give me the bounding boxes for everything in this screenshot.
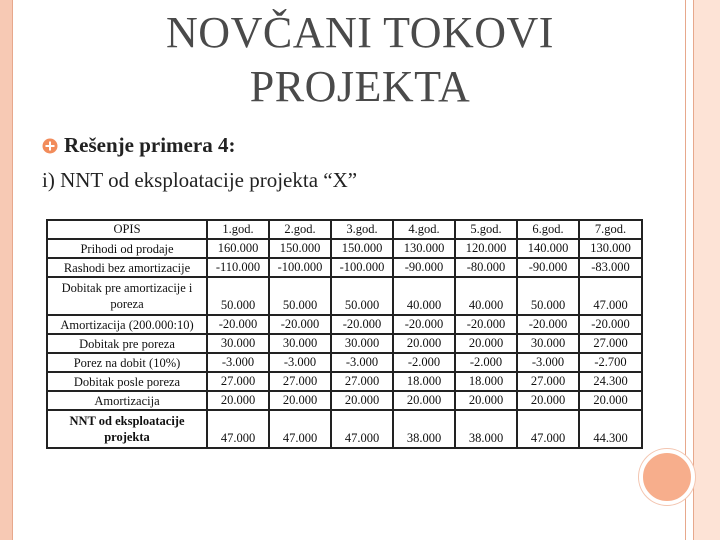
- value-cell: -83.000: [579, 258, 642, 277]
- value-cell: 30.000: [207, 334, 269, 353]
- value-cell: 40.000: [455, 277, 517, 315]
- value-cell: 20.000: [331, 391, 393, 410]
- header-cell: OPIS: [47, 220, 207, 239]
- table-row: [47, 258, 642, 277]
- value-cell: -20.000: [207, 315, 269, 334]
- value-cell: 27.000: [269, 372, 331, 391]
- header-cell: 7.god.: [579, 220, 642, 239]
- header-cell: 2.god.: [269, 220, 331, 239]
- decorative-circle: [639, 449, 695, 505]
- value-cell: 30.000: [517, 334, 579, 353]
- row-label: Amortizacija (200.000:10): [47, 315, 207, 334]
- header-cell: 6.god.: [517, 220, 579, 239]
- row-label: Dobitak pre amortizacije i poreza: [47, 277, 207, 315]
- value-cell: 27.000: [207, 372, 269, 391]
- value-cell: 160.000: [207, 239, 269, 258]
- value-cell: -3.000: [331, 353, 393, 372]
- row-label: NNT od eksploatacije projekta: [47, 410, 207, 448]
- value-cell: -3.000: [517, 353, 579, 372]
- table-row: [47, 372, 642, 391]
- value-cell: 47.000: [331, 410, 393, 448]
- value-cell: 38.000: [393, 410, 455, 448]
- title-line-2: PROJEKTA: [249, 62, 471, 111]
- value-cell: -20.000: [269, 315, 331, 334]
- value-cell: 47.000: [517, 410, 579, 448]
- value-cell: 20.000: [269, 391, 331, 410]
- table-row: [47, 239, 642, 258]
- left-frame-line: [12, 0, 13, 540]
- cash-flow-table: [46, 219, 643, 449]
- row-label: Dobitak pre poreza: [47, 334, 207, 353]
- table-row: [47, 277, 642, 315]
- value-cell: 47.000: [207, 410, 269, 448]
- header-cell: 5.god.: [455, 220, 517, 239]
- row-label: Dobitak posle poreza: [47, 372, 207, 391]
- value-cell: -2.000: [393, 353, 455, 372]
- table-row-total: [47, 410, 642, 448]
- header-cell: 4.god.: [393, 220, 455, 239]
- value-cell: 20.000: [393, 334, 455, 353]
- value-cell: 30.000: [269, 334, 331, 353]
- value-cell: 20.000: [207, 391, 269, 410]
- section-heading: i) NNT od eksploatacije projekta “X”: [42, 168, 358, 192]
- bullet-icon: [42, 138, 58, 154]
- value-cell: 20.000: [455, 334, 517, 353]
- value-cell: 150.000: [331, 239, 393, 258]
- value-cell: -90.000: [393, 258, 455, 277]
- table-row: [47, 353, 642, 372]
- value-cell: 47.000: [579, 277, 642, 315]
- table-row: [47, 334, 642, 353]
- value-cell: 27.000: [331, 372, 393, 391]
- value-cell: 38.000: [455, 410, 517, 448]
- value-cell: -2.700: [579, 353, 642, 372]
- table-row: [47, 315, 642, 334]
- row-label: Rashodi bez amortizacije: [47, 258, 207, 277]
- right-frame-line-outer: [693, 0, 694, 540]
- row-label: Prihodi od prodaje: [47, 239, 207, 258]
- value-cell: 140.000: [517, 239, 579, 258]
- table-row: [47, 391, 642, 410]
- value-cell: 18.000: [455, 372, 517, 391]
- slide-title: [40, 6, 680, 114]
- value-cell: 24.300: [579, 372, 642, 391]
- value-cell: -20.000: [455, 315, 517, 334]
- value-cell: 50.000: [517, 277, 579, 315]
- value-cell: 40.000: [393, 277, 455, 315]
- header-cell: 3.god.: [331, 220, 393, 239]
- value-cell: -100.000: [331, 258, 393, 277]
- value-cell: 20.000: [393, 391, 455, 410]
- value-cell: 18.000: [393, 372, 455, 391]
- value-cell: -20.000: [579, 315, 642, 334]
- value-cell: 50.000: [331, 277, 393, 315]
- value-cell: -80.000: [455, 258, 517, 277]
- value-cell: 50.000: [269, 277, 331, 315]
- subtitle-row: [42, 133, 235, 158]
- value-cell: 20.000: [517, 391, 579, 410]
- value-cell: -20.000: [393, 315, 455, 334]
- value-cell: 50.000: [207, 277, 269, 315]
- value-cell: 130.000: [579, 239, 642, 258]
- value-cell: 27.000: [579, 334, 642, 353]
- value-cell: 130.000: [393, 239, 455, 258]
- value-cell: 120.000: [455, 239, 517, 258]
- value-cell: 150.000: [269, 239, 331, 258]
- value-cell: 44.300: [579, 410, 642, 448]
- value-cell: -20.000: [517, 315, 579, 334]
- subtitle: Rešenje primera 4:: [64, 133, 236, 157]
- table-header-row: [47, 220, 642, 239]
- left-frame-bar: [0, 0, 12, 540]
- value-cell: -3.000: [269, 353, 331, 372]
- value-cell: -100.000: [269, 258, 331, 277]
- value-cell: 20.000: [579, 391, 642, 410]
- value-cell: -2.000: [455, 353, 517, 372]
- value-cell: 30.000: [331, 334, 393, 353]
- value-cell: 20.000: [455, 391, 517, 410]
- value-cell: -90.000: [517, 258, 579, 277]
- value-cell: -110.000: [207, 258, 269, 277]
- title-line-1: NOVČANI TOKOVI: [166, 8, 554, 57]
- header-cell: 1.god.: [207, 220, 269, 239]
- value-cell: -20.000: [331, 315, 393, 334]
- value-cell: -3.000: [207, 353, 269, 372]
- row-label: Amortizacija: [47, 391, 207, 410]
- row-label: Porez na dobit (10%): [47, 353, 207, 372]
- value-cell: 27.000: [517, 372, 579, 391]
- value-cell: 47.000: [269, 410, 331, 448]
